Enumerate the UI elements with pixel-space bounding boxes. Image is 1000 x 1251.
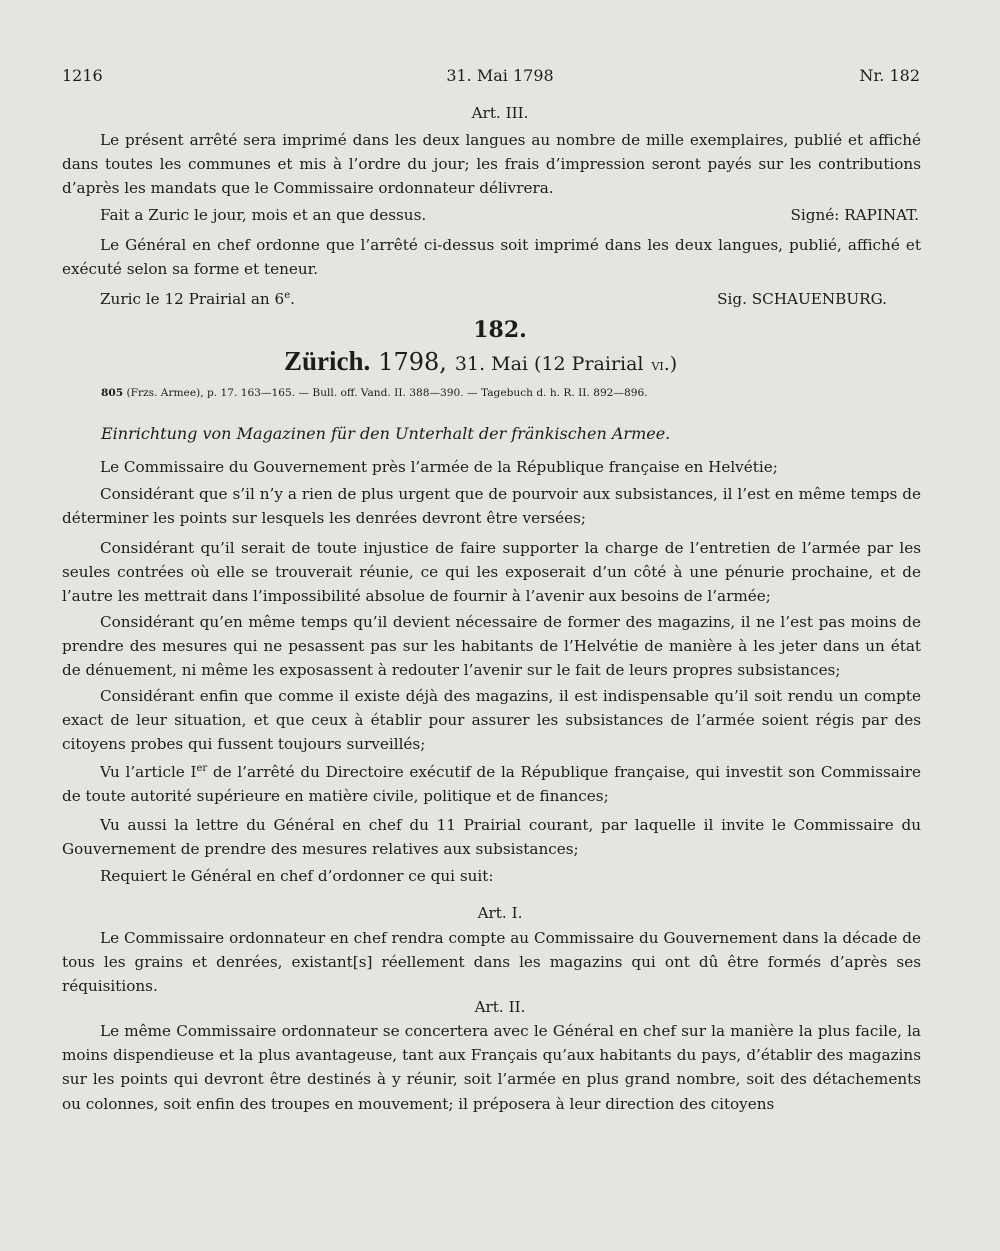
header-date: 31. Mai 1798 [446, 66, 554, 85]
p6-start: Vu l’article I [100, 763, 197, 781]
doc-year: 1798, [378, 348, 447, 376]
art1-paragraph: Le Commissaire ordonnateur en chef rendra compte au Commissaire du Gouvernement dans la décade de tous les grains et denrées, existant[s] réellement dans les magazins qui ont dû être formés d’après ses réquisitions. [62, 929, 921, 996]
paragraph-4: Considérant qu’en même temps qu’il devient nécessaire de former des magazins, il ne l’est pas moins de prendre des mesures qui ne pesassent pas sur les habitants de l’Helvétie de manière à les jeter dans un état de dénuement, ni même les exposassent à redouter l’avenir sur le fait de leurs propres subsistances; [62, 613, 921, 680]
signature-rapinat: Signé: RAPINAT. [790, 206, 919, 224]
fait-text: Fait a Zuric le jour, mois et an que dessus. [100, 206, 427, 224]
general-paragraph: Le Général en chef ordonne que l’arrêté ci-dessus soit imprimé dans les deux langues, publié, affiché et exécuté selon sa forme et teneur. [62, 236, 921, 279]
doc-title: Einrichtung von Magazinen für den Unterhalt der fränkischen Armee. [101, 424, 671, 443]
doc-place-date [284, 346, 677, 377]
art3-paragraph: Le présent arrêté sera imprimé dans les deux langues au nombre de mille exemplaires, publié et affiché dans toutes les communes et mis à l’ordre du jour; les frais d’impression seront payés sur les contributions d’après les mandats que le Commissaire ordonnateur délivrera. [62, 131, 921, 198]
doc-sources [101, 387, 648, 399]
page-number: 1216 [62, 66, 103, 85]
paragraph-6 [62, 760, 921, 808]
zuric-date-sup: e [284, 289, 291, 301]
source-number: 805 [101, 387, 124, 399]
art1-heading: Art. I. [477, 904, 523, 922]
art2-heading: Art. II. [474, 998, 526, 1016]
doc-place: Zürich. [284, 346, 371, 376]
p6-sup: er [196, 762, 208, 774]
header-doc-number: Nr. 182 [859, 66, 920, 85]
paragraph-8: Requiert le Général en chef d’ordonner ce qui suit: [100, 867, 494, 885]
signature-schauenburg: Sig. SCHAUENBURG. [717, 290, 887, 308]
paragraph-1: Le Commissaire du Gouvernement près l’armée de la République française en Helvétie; [100, 458, 778, 476]
p6-rest: de l’arrêté du Directoire exécutif de la République française, qui investit son Commissaire de toute autorité supérieure en matière civile, politique et de finances; [62, 763, 921, 806]
art3-heading: Art. III. [471, 104, 529, 122]
paragraph-5: Considérant enfin que comme il existe déjà des magazins, il est indispensable qu’il soit rendu un compte exact de leur situation, et que ceux à établir pour assurer les subsistances de l’armée soient régis par des citoyens probes qui fussent toujours surveillés; [62, 687, 921, 754]
doc-number-heading: 182. [473, 317, 527, 343]
doc-date: 31. Mai (12 Prairial [454, 353, 644, 375]
doc-date-end: .) [663, 353, 678, 375]
paragraph-3: Considérant qu’il serait de toute injustice de faire supporter la charge de l’entretien de l’armée par les seules contrées où elle se trouverait réunie, ce qui les exposerait d’un côté à une pénurie prochaine, et de l’autre les mettrait dans l’impossibilité absolue de fournir à l’avenir aux besoins de l’armée; [62, 539, 921, 606]
zuric-date-end: . [290, 290, 295, 308]
paragraph-2: Considérant que s’il n’y a rien de plus urgent que de pourvoir aux subsistances, il l’est en même temps de déterminer les points sur lesquels les denrées devront être versées; [62, 485, 921, 528]
art2-paragraph: Le même Commissaire ordonnateur se concertera avec le Général en chef sur la manière la plus facile, la moins dispendieuse et la plus avantageuse, tant aux Français qu’aux habitants du pays, d’établir des magazins sur les points qui devront être destinés à y réunir, soit l’armée en plus grand nombre, soit des détachements ou colonnes, soit enfin des troupes en mouvement; il préposera à leur direction des citoyens [62, 1022, 921, 1113]
source-refs: (Frzs. Armee), p. 17. 163—165. — Bull. off. Vand. II. 388—390. — Tagebuch d. h. R. II. 892—896. [126, 387, 648, 399]
paragraph-7: Vu aussi la lettre du Général en chef du 11 Prairial courant, par laquelle il invite le Commissaire du Gouvernement de prendre des mesures relatives aux subsistances; [62, 816, 921, 859]
zuric-date: Zuric le 12 Prairial an 6 [100, 290, 285, 308]
doc-date-roman: vi [651, 355, 664, 374]
